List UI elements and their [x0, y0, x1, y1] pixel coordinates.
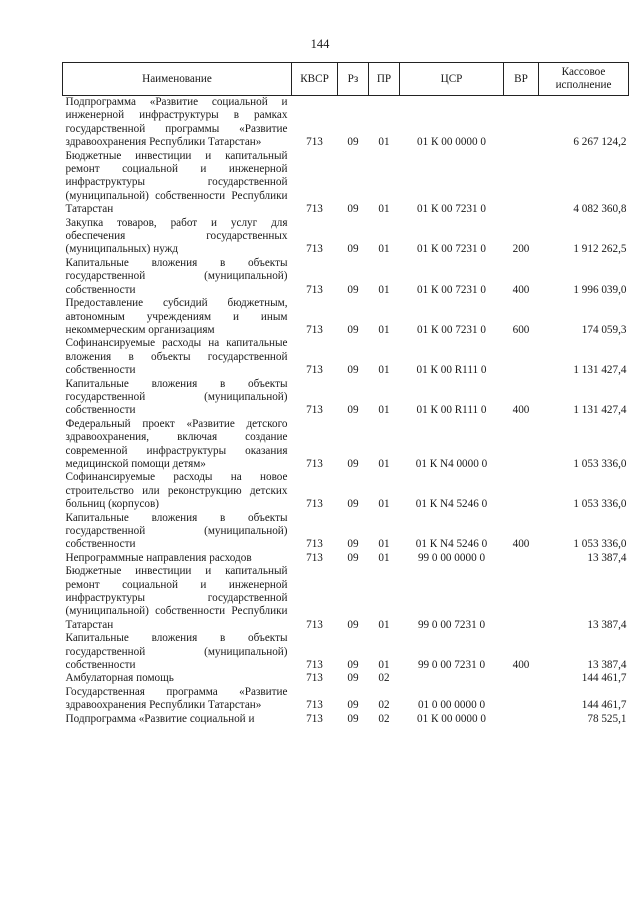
cell-rz: 09 — [347, 712, 359, 725]
cell-amount: 1 053 336,0 — [573, 538, 627, 551]
cell-kvsr: 713 — [306, 457, 323, 470]
cell-csr: 01 К 00 7231 0 — [417, 243, 486, 256]
cell-vr — [504, 418, 539, 472]
cell-vr — [504, 565, 539, 632]
cell-amount: 1 131 427,4 — [573, 364, 627, 377]
table-row — [63, 150, 629, 217]
cell-kvsr: 713 — [306, 364, 323, 377]
cell-rz: 09 — [347, 404, 359, 417]
cell-name: Софинансируемые расходы на капитальные вложения в объекты государственной собственности — [65, 337, 288, 377]
cell-pr: 02 — [378, 699, 390, 712]
cell-amount: 78 525,1 — [587, 712, 627, 725]
cell-rz: 09 — [347, 243, 359, 256]
cell-rz: 09 — [347, 699, 359, 712]
cell-vr: 400 — [512, 404, 530, 417]
header-csr: ЦСР — [400, 63, 504, 96]
cell-vr — [504, 672, 539, 685]
cell-kvsr: 713 — [306, 136, 323, 149]
cell-vr — [504, 150, 539, 217]
cell-kvsr: 713 — [306, 404, 323, 417]
cell-amount: 174 059,3 — [581, 323, 627, 336]
cell-csr: 01 К N4 0000 0 — [415, 457, 488, 470]
cell-csr: 99 0 00 0000 0 — [417, 551, 486, 564]
cell-amount: 1 912 262,5 — [573, 243, 627, 256]
cell-pr: 01 — [378, 457, 390, 470]
table-body — [63, 96, 629, 727]
cell-csr: 01 К 00 0000 0 — [417, 712, 486, 725]
cell-amount: 13 387,4 — [587, 618, 627, 631]
cell-csr: 99 0 00 7231 0 — [417, 618, 486, 631]
cell-pr: 02 — [378, 672, 390, 685]
cell-name: Бюджетные инвестиции и капитальный ремонт социальной и инженерной инфраструктуры государственной (муниципальной) собственности Республики Татарстан — [65, 565, 288, 631]
cell-rz: 09 — [347, 498, 359, 511]
cell-pr: 01 — [378, 404, 390, 417]
table-row — [63, 418, 629, 472]
cell-name: Капитальные вложения в объекты государственной (муниципальной) собственности — [65, 632, 288, 672]
cell-csr: 01 0 00 0000 0 — [417, 699, 486, 712]
cell-name: Государственная программа «Развитие здравоохранения Республики Татарстан» — [65, 685, 288, 712]
cell-kvsr: 713 — [306, 551, 323, 564]
cell-vr: 400 — [512, 659, 530, 672]
cell-amount: 1 131 427,4 — [573, 404, 627, 417]
cell-csr: 01 К 00 7231 0 — [417, 323, 486, 336]
cell-rz: 09 — [347, 538, 359, 551]
cell-csr: 99 0 00 7231 0 — [417, 659, 486, 672]
header-vr: ВР — [504, 63, 539, 96]
cell-pr: 01 — [378, 283, 390, 296]
cell-csr: 01 К 00 0000 0 — [417, 136, 486, 149]
cell-pr: 01 — [378, 203, 390, 216]
cell-pr: 01 — [378, 551, 390, 564]
table-row — [63, 686, 629, 713]
table-row — [63, 96, 629, 150]
header-rz: Рз — [338, 63, 369, 96]
cell-rz: 09 — [347, 618, 359, 631]
cell-amount: 13 387,4 — [587, 659, 627, 672]
table-row — [63, 672, 629, 685]
cell-rz: 09 — [347, 672, 359, 685]
cell-kvsr: 713 — [306, 672, 323, 685]
cell-name: Капитальные вложения в объекты государственной (муниципальной) собственности — [65, 256, 288, 296]
table-row — [63, 297, 629, 337]
table-header-row — [63, 63, 629, 96]
cell-vr — [504, 471, 539, 511]
cell-pr: 01 — [378, 136, 390, 149]
cell-vr — [504, 713, 539, 726]
cell-pr: 01 — [378, 323, 390, 336]
cell-amount: 144 461,7 — [581, 672, 627, 685]
cell-csr: 01 К N4 5246 0 — [415, 498, 488, 511]
cell-amount: 1 996 039,0 — [573, 283, 627, 296]
cell-name: Бюджетные инвестиции и капитальный ремонт социальной и инженерной инфраструктуры государственной (муниципальной) собственности Республики Татарстан — [65, 149, 288, 216]
cell-name: Амбулаторная помощь — [65, 672, 174, 685]
cell-name: Капитальные вложения в объекты государственной (муниципальной) собственности — [65, 377, 288, 417]
table-row — [63, 378, 629, 418]
cell-amount: 1 053 336,0 — [573, 498, 627, 511]
header-pr: ПР — [369, 63, 400, 96]
cell-csr: 01 К 00 R111 0 — [416, 364, 487, 377]
cell-rz: 09 — [347, 659, 359, 672]
cell-kvsr: 713 — [306, 323, 323, 336]
cell-kvsr: 713 — [306, 712, 323, 725]
cell-rz: 09 — [347, 457, 359, 470]
cell-kvsr: 713 — [306, 498, 323, 511]
cell-name: Подпрограмма «Развитие социальной и инженерной инфраструктуры в рамках государственной программы «Развитие здравоохранения Республики Татарстан» — [65, 96, 288, 149]
cell-rz: 09 — [347, 203, 359, 216]
cell-amount: 144 461,7 — [581, 699, 627, 712]
cell-csr: 01 К N4 5246 0 — [415, 538, 488, 551]
cell-pr: 01 — [378, 659, 390, 672]
cell-amount: 4 082 360,8 — [573, 203, 627, 216]
cell-vr — [504, 552, 539, 565]
cell-vr — [504, 337, 539, 377]
cell-rz: 09 — [347, 323, 359, 336]
cell-pr: 01 — [378, 538, 390, 551]
cell-vr — [504, 686, 539, 713]
table-row — [63, 552, 629, 565]
cell-name: Подпрограмма «Развитие социальной и — [65, 712, 255, 725]
table-row — [63, 512, 629, 552]
cell-amount: 6 267 124,2 — [573, 136, 627, 149]
cell-kvsr: 713 — [306, 203, 323, 216]
table-row — [63, 217, 629, 257]
cell-pr: 01 — [378, 618, 390, 631]
header-name: Наименование — [63, 63, 292, 96]
header-amount: Кассовое исполнение — [539, 63, 629, 96]
cell-name: Капитальные вложения в объекты государственной (муниципальной) собственности — [65, 511, 288, 551]
cell-rz: 09 — [347, 551, 359, 564]
cell-name: Федеральный проект «Развитие детского здравоохранения, включая создание современной инфраструктуры оказания медицинской помощи детям» — [65, 417, 288, 470]
cell-csr: 01 К 00 7231 0 — [417, 203, 486, 216]
cell-name: Закупка товаров, работ и услуг для обеспечения государственных (муниципальных) нужд — [65, 216, 288, 256]
cell-kvsr: 713 — [306, 283, 323, 296]
cell-name: Непрограммные направления расходов — [65, 551, 252, 564]
cell-rz: 09 — [347, 283, 359, 296]
table-row — [63, 471, 629, 511]
cell-name: Предоставление субсидий бюджетным, автономным учреждениям и иным некоммерческим организациям — [65, 297, 288, 336]
cell-amount: 1 053 336,0 — [573, 457, 627, 470]
cell-name: Софинансируемые расходы на новое строительство или реконструкцию детских больниц (корпусов) — [65, 471, 288, 511]
cell-vr — [504, 96, 539, 150]
table-row — [63, 632, 629, 672]
cell-amount: 13 387,4 — [587, 551, 627, 564]
cell-kvsr: 713 — [306, 243, 323, 256]
cell-kvsr: 713 — [306, 659, 323, 672]
cell-pr: 01 — [378, 364, 390, 377]
cell-pr: 02 — [378, 712, 390, 725]
cell-vr: 200 — [512, 243, 530, 256]
table-row — [63, 713, 629, 726]
budget-table — [62, 62, 629, 726]
cell-rz: 09 — [347, 364, 359, 377]
cell-csr — [400, 672, 504, 685]
page-number: 144 — [310, 37, 330, 51]
header-kvsr: КВСР — [292, 63, 338, 96]
cell-vr: 400 — [512, 283, 530, 296]
cell-vr: 400 — [512, 538, 530, 551]
cell-kvsr: 713 — [306, 699, 323, 712]
table-row — [63, 337, 629, 377]
cell-kvsr: 713 — [306, 618, 323, 631]
cell-kvsr: 713 — [306, 538, 323, 551]
table-row — [63, 257, 629, 297]
cell-csr: 01 К 00 7231 0 — [417, 283, 486, 296]
cell-pr: 01 — [378, 243, 390, 256]
cell-pr: 01 — [378, 498, 390, 511]
cell-vr: 600 — [512, 323, 530, 336]
table-row — [63, 565, 629, 632]
cell-rz: 09 — [347, 136, 359, 149]
cell-csr: 01 К 00 R111 0 — [416, 404, 487, 417]
